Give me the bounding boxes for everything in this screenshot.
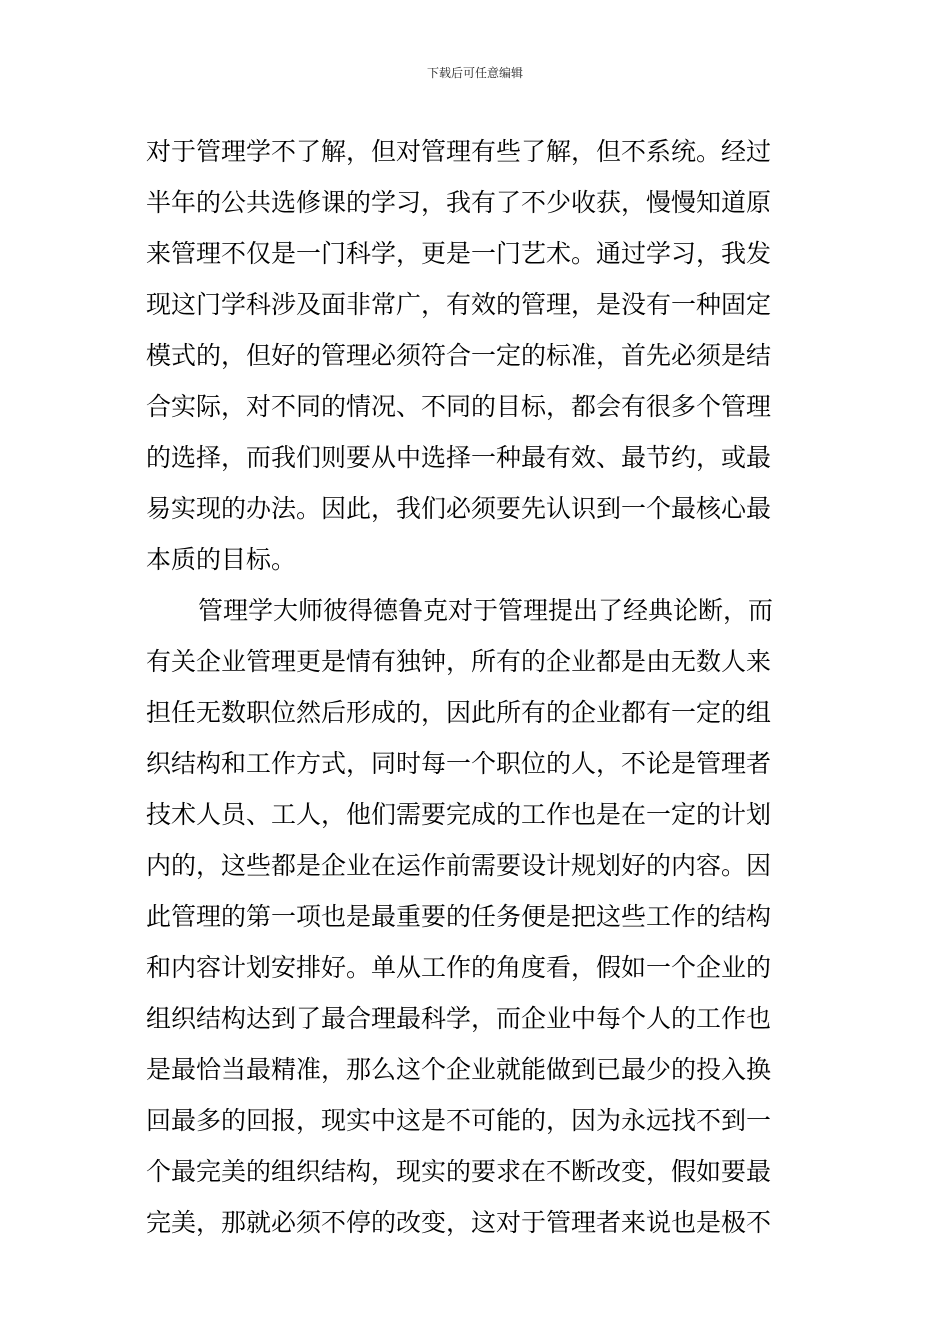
text-line: 担任无数职位然后形成的，因此所有的企业都有一定的组 (146, 698, 772, 727)
text-line: 对于管理学不了解，但对管理有些了解，但不系统。经过 (146, 137, 772, 166)
text-line: 的选择，而我们则要从中选择一种最有效、最节约，或最 (146, 443, 772, 472)
text-line: 半年的公共选修课的学习，我有了不少收获，慢慢知道原 (146, 188, 772, 217)
text-line: 完美，那就必须不停的改变，这对于管理者来说也是极不 (146, 1208, 772, 1237)
paragraph-1 (146, 126, 808, 585)
paragraph-2 (146, 585, 808, 1248)
text-line: 有关企业管理更是情有独钟，所有的企业都是由无数人来 (146, 647, 772, 676)
text-line: 来管理不仅是一门科学，更是一门艺术。通过学习，我发 (146, 239, 772, 268)
text-line: 此管理的第一项也是最重要的任务便是把这些工作的结构 (146, 902, 772, 931)
text-line: 合实际，对不同的情况、不同的目标，都会有很多个管理 (146, 392, 772, 421)
text-line: 易实现的办法。因此，我们必须要先认识到一个最核心最 (146, 494, 772, 523)
text-line: 现这门学科涉及面非常广，有效的管理，是没有一种固定 (146, 290, 772, 319)
text-line: 个最完美的组织结构，现实的要求在不断改变，假如要最 (146, 1157, 772, 1186)
text-line: 是最恰当最精准，那么这个企业就能做到已最少的投入换 (146, 1055, 772, 1084)
text-line: 本质的目标。 (146, 545, 297, 574)
text-line: 模式的，但好的管理必须符合一定的标准，首先必须是结 (146, 341, 772, 370)
document-body (146, 126, 808, 1248)
page-header: 下载后可任意编辑 (426, 66, 523, 80)
text-line: 回最多的回报，现实中这是不可能的，因为永远找不到一 (146, 1106, 772, 1135)
text-line: 织结构和工作方式，同时每一个职位的人，不论是管理者 (146, 749, 772, 778)
text-line: 和内容计划安排好。单从工作的角度看，假如一个企业的 (146, 953, 772, 982)
text-line: 管理学大师彼得德鲁克对于管理提出了经典论断，而 (198, 596, 774, 625)
text-line: 组织结构达到了最合理最科学，而企业中每个人的工作也 (146, 1004, 772, 1033)
text-line: 内的，这些都是企业在运作前需要设计规划好的内容。因 (146, 851, 772, 880)
text-line: 技术人员、工人，他们需要完成的工作也是在一定的计划 (146, 800, 772, 829)
